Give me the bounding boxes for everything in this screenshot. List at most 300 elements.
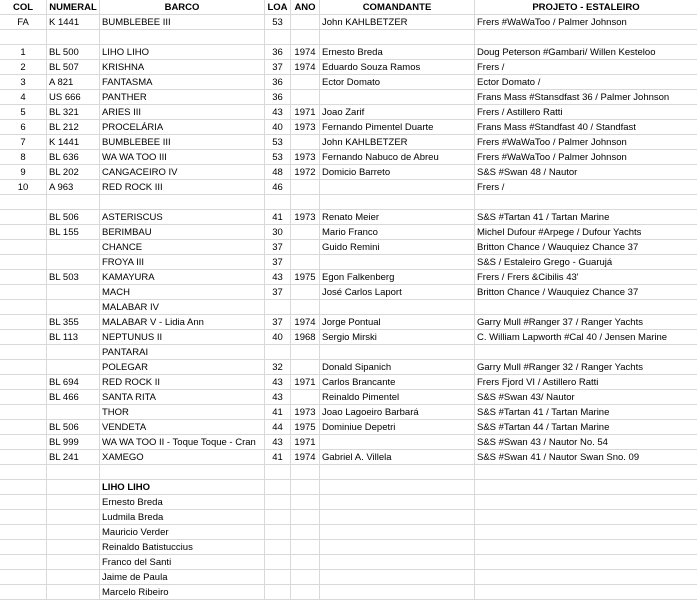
loa-cell[interactable] — [265, 480, 291, 495]
barco-cell[interactable]: Marcelo Ribeiro — [100, 585, 265, 600]
comandante-cell[interactable] — [320, 300, 475, 315]
ano-cell[interactable] — [291, 510, 320, 525]
col-cell[interactable] — [0, 330, 47, 345]
numeral-cell[interactable] — [47, 255, 100, 270]
loa-cell[interactable] — [265, 525, 291, 540]
col-cell[interactable] — [0, 270, 47, 285]
ano-cell[interactable] — [291, 75, 320, 90]
col-cell[interactable] — [0, 570, 47, 585]
col-cell[interactable]: 10 — [0, 180, 47, 195]
col-cell[interactable] — [0, 240, 47, 255]
comandante-cell[interactable]: Ernesto Breda — [320, 45, 475, 60]
col-cell[interactable] — [0, 285, 47, 300]
projeto-estaleiro-cell[interactable]: Michel Dufour #Arpege / Dufour Yachts — [475, 225, 697, 240]
ano-cell[interactable] — [291, 15, 320, 30]
comandante-cell[interactable] — [320, 585, 475, 600]
table-row — [0, 375, 697, 390]
loa-cell[interactable] — [265, 30, 291, 45]
numeral-cell[interactable]: BL 999 — [47, 435, 100, 450]
numeral-cell[interactable] — [47, 195, 100, 210]
header-numeral[interactable]: NUMERAL — [47, 0, 100, 15]
loa-cell[interactable]: 37 — [265, 255, 291, 270]
ano-cell[interactable] — [291, 180, 320, 195]
numeral-cell[interactable] — [47, 285, 100, 300]
ano-cell[interactable] — [291, 90, 320, 105]
col-cell[interactable] — [0, 510, 47, 525]
col-cell[interactable] — [0, 210, 47, 225]
projeto-estaleiro-cell[interactable] — [475, 300, 697, 315]
ano-cell[interactable] — [291, 360, 320, 375]
col-cell[interactable] — [0, 225, 47, 240]
loa-cell[interactable] — [265, 345, 291, 360]
table-row — [0, 135, 697, 150]
projeto-estaleiro-cell[interactable]: Frers #WaWaToo / Palmer Johnson — [475, 135, 697, 150]
col-cell[interactable]: 6 — [0, 120, 47, 135]
barco-cell[interactable]: RED ROCK III — [100, 180, 265, 195]
comandante-cell[interactable]: Domicio Barreto — [320, 165, 475, 180]
projeto-estaleiro-cell[interactable] — [475, 510, 697, 525]
comandante-cell[interactable]: Donald Sipanich — [320, 360, 475, 375]
projeto-estaleiro-cell[interactable]: Frers Fjord VI / Astillero Ratti — [475, 375, 697, 390]
loa-cell[interactable] — [265, 300, 291, 315]
projeto-estaleiro-cell[interactable]: S&S #Swan 41 / Nautor Swan Sno. 09 — [475, 450, 697, 465]
numeral-cell[interactable]: BL 466 — [47, 390, 100, 405]
barco-cell[interactable]: ARIES III — [100, 105, 265, 120]
col-cell[interactable]: 7 — [0, 135, 47, 150]
ano-cell[interactable] — [291, 195, 320, 210]
numeral-cell[interactable] — [47, 240, 100, 255]
projeto-estaleiro-cell[interactable]: Frans Mass #Standfast 40 / Standfast — [475, 120, 697, 135]
loa-cell[interactable] — [265, 510, 291, 525]
comandante-cell[interactable]: Sergio Mirski — [320, 330, 475, 345]
table-row — [0, 15, 697, 30]
table-row — [0, 45, 697, 60]
ano-cell[interactable] — [291, 345, 320, 360]
comandante-cell[interactable]: Joao Lagoeiro Barbará — [320, 405, 475, 420]
col-cell[interactable]: 8 — [0, 150, 47, 165]
numeral-cell[interactable]: US 666 — [47, 90, 100, 105]
comandante-cell[interactable] — [320, 30, 475, 45]
comandante-cell[interactable]: Fernando Nabuco de Abreu — [320, 150, 475, 165]
projeto-estaleiro-cell[interactable] — [475, 195, 697, 210]
ano-cell[interactable] — [291, 570, 320, 585]
numeral-cell[interactable]: BL 506 — [47, 420, 100, 435]
loa-cell[interactable]: 37 — [265, 315, 291, 330]
loa-cell[interactable]: 30 — [265, 225, 291, 240]
table-row — [0, 270, 697, 285]
barco-cell[interactable]: Reinaldo Batistuccius — [100, 540, 265, 555]
comandante-cell[interactable]: Joao Zarif — [320, 105, 475, 120]
header-barco[interactable]: BARCO — [100, 0, 265, 15]
barco-cell[interactable]: PANTHER — [100, 90, 265, 105]
projeto-estaleiro-cell[interactable]: S&S #Tartan 41 / Tartan Marine — [475, 210, 697, 225]
barco-cell[interactable]: ASTERISCUS — [100, 210, 265, 225]
barco-cell[interactable]: VENDETA — [100, 420, 265, 435]
projeto-estaleiro-cell[interactable]: S&S #Tartan 41 / Tartan Marine — [475, 405, 697, 420]
col-cell[interactable] — [0, 345, 47, 360]
comandante-cell[interactable]: Jorge Pontual — [320, 315, 475, 330]
loa-cell[interactable]: 32 — [265, 360, 291, 375]
col-cell[interactable] — [0, 30, 47, 45]
projeto-estaleiro-cell[interactable] — [475, 30, 697, 45]
loa-cell[interactable]: 41 — [265, 210, 291, 225]
table-row — [0, 525, 697, 540]
barco-cell[interactable]: WA WA TOO III — [100, 150, 265, 165]
barco-cell[interactable]: FROYA III — [100, 255, 265, 270]
projeto-estaleiro-cell[interactable]: Frers / — [475, 180, 697, 195]
comandante-cell[interactable] — [320, 555, 475, 570]
loa-cell[interactable] — [265, 195, 291, 210]
numeral-cell[interactable] — [47, 510, 100, 525]
ano-cell[interactable]: 1975 — [291, 270, 320, 285]
loa-cell[interactable]: 36 — [265, 45, 291, 60]
loa-cell[interactable]: 41 — [265, 450, 291, 465]
barco-cell[interactable]: Ludmila Breda — [100, 510, 265, 525]
barco-cell[interactable]: BUMBLEBEE III — [100, 135, 265, 150]
col-cell[interactable] — [0, 375, 47, 390]
numeral-cell[interactable]: BL 241 — [47, 450, 100, 465]
barco-cell[interactable]: KRISHNA — [100, 60, 265, 75]
comandante-cell[interactable]: Carlos Brancante — [320, 375, 475, 390]
comandante-cell[interactable] — [320, 465, 475, 480]
comandante-cell[interactable] — [320, 510, 475, 525]
ano-cell[interactable] — [291, 300, 320, 315]
ano-cell[interactable]: 1974 — [291, 450, 320, 465]
loa-cell[interactable]: 53 — [265, 15, 291, 30]
col-cell[interactable] — [0, 300, 47, 315]
numeral-cell[interactable]: BL 503 — [47, 270, 100, 285]
col-cell[interactable] — [0, 360, 47, 375]
comandante-cell[interactable]: John KAHLBETZER — [320, 135, 475, 150]
col-cell[interactable]: 1 — [0, 45, 47, 60]
projeto-estaleiro-cell[interactable]: S&S #Swan 43 / Nautor No. 54 — [475, 435, 697, 450]
projeto-estaleiro-cell[interactable]: Garry Mull #Ranger 32 / Ranger Yachts — [475, 360, 697, 375]
loa-cell[interactable] — [265, 495, 291, 510]
table-row — [0, 330, 697, 345]
loa-cell[interactable]: 36 — [265, 75, 291, 90]
projeto-estaleiro-cell[interactable]: Britton Chance / Wauquiez Chance 37 — [475, 285, 697, 300]
header-comandante[interactable]: COMANDANTE — [320, 0, 475, 15]
numeral-cell[interactable] — [47, 345, 100, 360]
loa-cell[interactable]: 43 — [265, 270, 291, 285]
projeto-estaleiro-cell[interactable]: S&S #Swan 48 / Nautor — [475, 165, 697, 180]
ano-cell[interactable]: 1974 — [291, 60, 320, 75]
col-cell[interactable]: 5 — [0, 105, 47, 120]
projeto-estaleiro-cell[interactable]: Ector Domato / — [475, 75, 697, 90]
projeto-estaleiro-cell[interactable] — [475, 585, 697, 600]
barco-cell[interactable]: XAMEGO — [100, 450, 265, 465]
header-loa[interactable]: LOA — [265, 0, 291, 15]
projeto-estaleiro-cell[interactable]: S&S / Estaleiro Grego - Guarujá — [475, 255, 697, 270]
ano-cell[interactable]: 1973 — [291, 150, 320, 165]
col-cell[interactable]: 4 — [0, 90, 47, 105]
numeral-cell[interactable]: BL 113 — [47, 330, 100, 345]
ano-cell[interactable] — [291, 585, 320, 600]
barco-cell[interactable]: PROCELÁRIA — [100, 120, 265, 135]
ano-cell[interactable]: 1971 — [291, 435, 320, 450]
barco-cell[interactable]: LIHO LIHO — [100, 45, 265, 60]
barco-cell[interactable]: PANTARAI — [100, 345, 265, 360]
ano-cell[interactable] — [291, 525, 320, 540]
comandante-cell[interactable] — [320, 495, 475, 510]
ano-cell[interactable] — [291, 285, 320, 300]
col-cell[interactable]: 3 — [0, 75, 47, 90]
numeral-cell[interactable]: A 963 — [47, 180, 100, 195]
comandante-cell[interactable]: Gabriel A. Villela — [320, 450, 475, 465]
ano-cell[interactable] — [291, 465, 320, 480]
loa-cell[interactable]: 41 — [265, 405, 291, 420]
barco-cell[interactable]: CANGACEIRO IV — [100, 165, 265, 180]
barco-cell[interactable]: RED ROCK II — [100, 375, 265, 390]
col-cell[interactable] — [0, 255, 47, 270]
comandante-cell[interactable] — [320, 195, 475, 210]
numeral-cell[interactable]: K 1441 — [47, 135, 100, 150]
table-row — [0, 345, 697, 360]
ano-cell[interactable] — [291, 390, 320, 405]
table-row — [0, 210, 697, 225]
projeto-estaleiro-cell[interactable] — [475, 555, 697, 570]
barco-cell[interactable] — [100, 195, 265, 210]
projeto-estaleiro-cell[interactable] — [475, 540, 697, 555]
comandante-cell[interactable]: Egon Falkenberg — [320, 270, 475, 285]
header-projeto-estaleiro[interactable]: PROJETO - ESTALEIRO — [475, 0, 697, 15]
col-cell[interactable]: FA — [0, 15, 47, 30]
projeto-estaleiro-cell[interactable]: Garry Mull #Ranger 37 / Ranger Yachts — [475, 315, 697, 330]
col-cell[interactable] — [0, 540, 47, 555]
table-row — [0, 240, 697, 255]
barco-cell[interactable]: KAMAYURA — [100, 270, 265, 285]
barco-cell[interactable]: Mauricio Verder — [100, 525, 265, 540]
projeto-estaleiro-cell[interactable] — [475, 345, 697, 360]
barco-cell[interactable]: LIHO LIHO — [100, 480, 265, 495]
loa-cell[interactable] — [265, 570, 291, 585]
numeral-cell[interactable] — [47, 495, 100, 510]
ano-cell[interactable]: 1971 — [291, 105, 320, 120]
loa-cell[interactable] — [265, 585, 291, 600]
numeral-cell[interactable]: K 1441 — [47, 15, 100, 30]
barco-cell[interactable]: NEPTUNUS II — [100, 330, 265, 345]
col-cell[interactable] — [0, 420, 47, 435]
loa-cell[interactable]: 43 — [265, 105, 291, 120]
barco-cell[interactable]: FANTASMA — [100, 75, 265, 90]
loa-cell[interactable] — [265, 540, 291, 555]
loa-cell[interactable]: 43 — [265, 435, 291, 450]
col-cell[interactable] — [0, 435, 47, 450]
header-ano[interactable]: ANO — [291, 0, 320, 15]
numeral-cell[interactable] — [47, 585, 100, 600]
ano-cell[interactable]: 1973 — [291, 405, 320, 420]
barco-cell[interactable]: Jaime de Paula — [100, 570, 265, 585]
numeral-cell[interactable]: BL 506 — [47, 210, 100, 225]
loa-cell[interactable]: 43 — [265, 375, 291, 390]
numeral-cell[interactable]: BL 321 — [47, 105, 100, 120]
ano-cell[interactable] — [291, 30, 320, 45]
col-cell[interactable] — [0, 585, 47, 600]
comandante-cell[interactable] — [320, 540, 475, 555]
ano-cell[interactable]: 1973 — [291, 210, 320, 225]
projeto-estaleiro-cell[interactable]: Frers / — [475, 60, 697, 75]
col-cell[interactable] — [0, 405, 47, 420]
comandante-cell[interactable] — [320, 180, 475, 195]
numeral-cell[interactable]: BL 507 — [47, 60, 100, 75]
comandante-cell[interactable] — [320, 435, 475, 450]
col-cell[interactable] — [0, 450, 47, 465]
col-cell[interactable] — [0, 390, 47, 405]
loa-cell[interactable]: 43 — [265, 390, 291, 405]
loa-cell[interactable]: 37 — [265, 240, 291, 255]
ano-cell[interactable]: 1974 — [291, 315, 320, 330]
table-row — [0, 60, 697, 75]
projeto-estaleiro-cell[interactable]: C. William Lapworth #Cal 40 / Jensen Marine — [475, 330, 697, 345]
header-row — [0, 0, 697, 15]
barco-cell[interactable] — [100, 30, 265, 45]
comandante-cell[interactable]: Dominiue Depetri — [320, 420, 475, 435]
numeral-cell[interactable] — [47, 525, 100, 540]
projeto-estaleiro-cell[interactable]: Frans Mass #Stansdfast 36 / Palmer Johnson — [475, 90, 697, 105]
table-row — [0, 315, 697, 330]
numeral-cell[interactable] — [47, 360, 100, 375]
comandante-cell[interactable] — [320, 525, 475, 540]
projeto-estaleiro-cell[interactable]: Frers / Frers &Cibilis 43' — [475, 270, 697, 285]
table-row — [0, 150, 697, 165]
barco-cell[interactable]: MALABAR IV — [100, 300, 265, 315]
comandante-cell[interactable]: Fernando Pimentel Duarte — [320, 120, 475, 135]
barco-cell[interactable]: MALABAR V - Lidia Ann — [100, 315, 265, 330]
col-cell[interactable] — [0, 195, 47, 210]
table-row — [0, 255, 697, 270]
comandante-cell[interactable]: José Carlos Laport — [320, 285, 475, 300]
numeral-cell[interactable] — [47, 540, 100, 555]
comandante-cell[interactable]: John KAHLBETZER — [320, 15, 475, 30]
ano-cell[interactable]: 1975 — [291, 420, 320, 435]
comandante-cell[interactable]: Renato Meier — [320, 210, 475, 225]
projeto-estaleiro-cell[interactable] — [475, 480, 697, 495]
numeral-cell[interactable]: BL 694 — [47, 375, 100, 390]
numeral-cell[interactable] — [47, 405, 100, 420]
comandante-cell[interactable]: Reinaldo Pimentel — [320, 390, 475, 405]
col-cell[interactable] — [0, 525, 47, 540]
comandante-cell[interactable]: Ector Domato — [320, 75, 475, 90]
header-col[interactable]: COL — [0, 0, 47, 15]
table-row — [0, 390, 697, 405]
barco-cell[interactable]: POLEGAR — [100, 360, 265, 375]
comandante-cell[interactable]: Mario Franco — [320, 225, 475, 240]
numeral-cell[interactable]: BL 636 — [47, 150, 100, 165]
barco-cell[interactable]: THOR — [100, 405, 265, 420]
col-cell[interactable] — [0, 465, 47, 480]
ano-cell[interactable]: 1968 — [291, 330, 320, 345]
projeto-estaleiro-cell[interactable] — [475, 465, 697, 480]
comandante-cell[interactable] — [320, 90, 475, 105]
numeral-cell[interactable] — [47, 555, 100, 570]
comandante-cell[interactable] — [320, 255, 475, 270]
loa-cell[interactable] — [265, 555, 291, 570]
ano-cell[interactable] — [291, 495, 320, 510]
loa-cell[interactable]: 36 — [265, 90, 291, 105]
projeto-estaleiro-cell[interactable]: Frers #WaWaToo / Palmer Johnson — [475, 150, 697, 165]
loa-cell[interactable]: 48 — [265, 165, 291, 180]
table-row — [0, 105, 697, 120]
numeral-cell[interactable] — [47, 30, 100, 45]
numeral-cell[interactable]: A 821 — [47, 75, 100, 90]
loa-cell[interactable]: 46 — [265, 180, 291, 195]
loa-cell[interactable]: 53 — [265, 150, 291, 165]
barco-cell[interactable]: MACH — [100, 285, 265, 300]
loa-cell[interactable] — [265, 465, 291, 480]
table-row — [0, 180, 697, 195]
comandante-cell[interactable] — [320, 345, 475, 360]
loa-cell[interactable]: 40 — [265, 330, 291, 345]
ano-cell[interactable]: 1973 — [291, 120, 320, 135]
loa-cell[interactable]: 37 — [265, 60, 291, 75]
projeto-estaleiro-cell[interactable]: S&S #Swan 43/ Nautor — [475, 390, 697, 405]
barco-cell[interactable]: CHANCE — [100, 240, 265, 255]
numeral-cell[interactable] — [47, 465, 100, 480]
numeral-cell[interactable]: BL 212 — [47, 120, 100, 135]
ano-cell[interactable]: 1971 — [291, 375, 320, 390]
ano-cell[interactable] — [291, 255, 320, 270]
loa-cell[interactable]: 40 — [265, 120, 291, 135]
comandante-cell[interactable]: Guido Remini — [320, 240, 475, 255]
ano-cell[interactable]: 1974 — [291, 45, 320, 60]
numeral-cell[interactable]: BL 500 — [47, 45, 100, 60]
barco-cell[interactable]: SANTA RITA — [100, 390, 265, 405]
numeral-cell[interactable] — [47, 300, 100, 315]
barco-cell[interactable]: Franco del Santi — [100, 555, 265, 570]
numeral-cell[interactable]: BL 202 — [47, 165, 100, 180]
barco-cell[interactable]: WA WA TOO II - Toque Toque - Cran — [100, 435, 265, 450]
projeto-estaleiro-cell[interactable]: Frers #WaWaToo / Palmer Johnson — [475, 15, 697, 30]
col-cell[interactable] — [0, 555, 47, 570]
numeral-cell[interactable]: BL 155 — [47, 225, 100, 240]
table-row — [0, 480, 697, 495]
loa-cell[interactable]: 53 — [265, 135, 291, 150]
loa-cell[interactable]: 44 — [265, 420, 291, 435]
numeral-cell[interactable] — [47, 480, 100, 495]
barco-cell[interactable]: Ernesto Breda — [100, 495, 265, 510]
col-cell[interactable] — [0, 495, 47, 510]
col-cell[interactable] — [0, 480, 47, 495]
ano-cell[interactable] — [291, 540, 320, 555]
numeral-cell[interactable] — [47, 570, 100, 585]
loa-cell[interactable]: 37 — [265, 285, 291, 300]
projeto-estaleiro-cell[interactable]: Doug Peterson #Gambari/ Willen Kesteloo — [475, 45, 697, 60]
ano-cell[interactable] — [291, 555, 320, 570]
projeto-estaleiro-cell[interactable] — [475, 525, 697, 540]
ano-cell[interactable] — [291, 480, 320, 495]
comandante-cell[interactable] — [320, 570, 475, 585]
projeto-estaleiro-cell[interactable]: Britton Chance / Wauquiez Chance 37 — [475, 240, 697, 255]
ano-cell[interactable] — [291, 135, 320, 150]
projeto-estaleiro-cell[interactable]: S&S #Tartan 44 / Tartan Marine — [475, 420, 697, 435]
barco-cell[interactable] — [100, 465, 265, 480]
col-cell[interactable]: 2 — [0, 60, 47, 75]
numeral-cell[interactable]: BL 355 — [47, 315, 100, 330]
comandante-cell[interactable]: Eduardo Souza Ramos — [320, 60, 475, 75]
ano-cell[interactable]: 1972 — [291, 165, 320, 180]
ano-cell[interactable] — [291, 225, 320, 240]
projeto-estaleiro-cell[interactable] — [475, 495, 697, 510]
ano-cell[interactable] — [291, 240, 320, 255]
barco-cell[interactable]: BERIMBAU — [100, 225, 265, 240]
col-cell[interactable]: 9 — [0, 165, 47, 180]
comandante-cell[interactable] — [320, 480, 475, 495]
projeto-estaleiro-cell[interactable]: Frers / Astillero Ratti — [475, 105, 697, 120]
barco-cell[interactable]: BUMBLEBEE III — [100, 15, 265, 30]
col-cell[interactable] — [0, 315, 47, 330]
table-row — [0, 225, 697, 240]
projeto-estaleiro-cell[interactable] — [475, 570, 697, 585]
